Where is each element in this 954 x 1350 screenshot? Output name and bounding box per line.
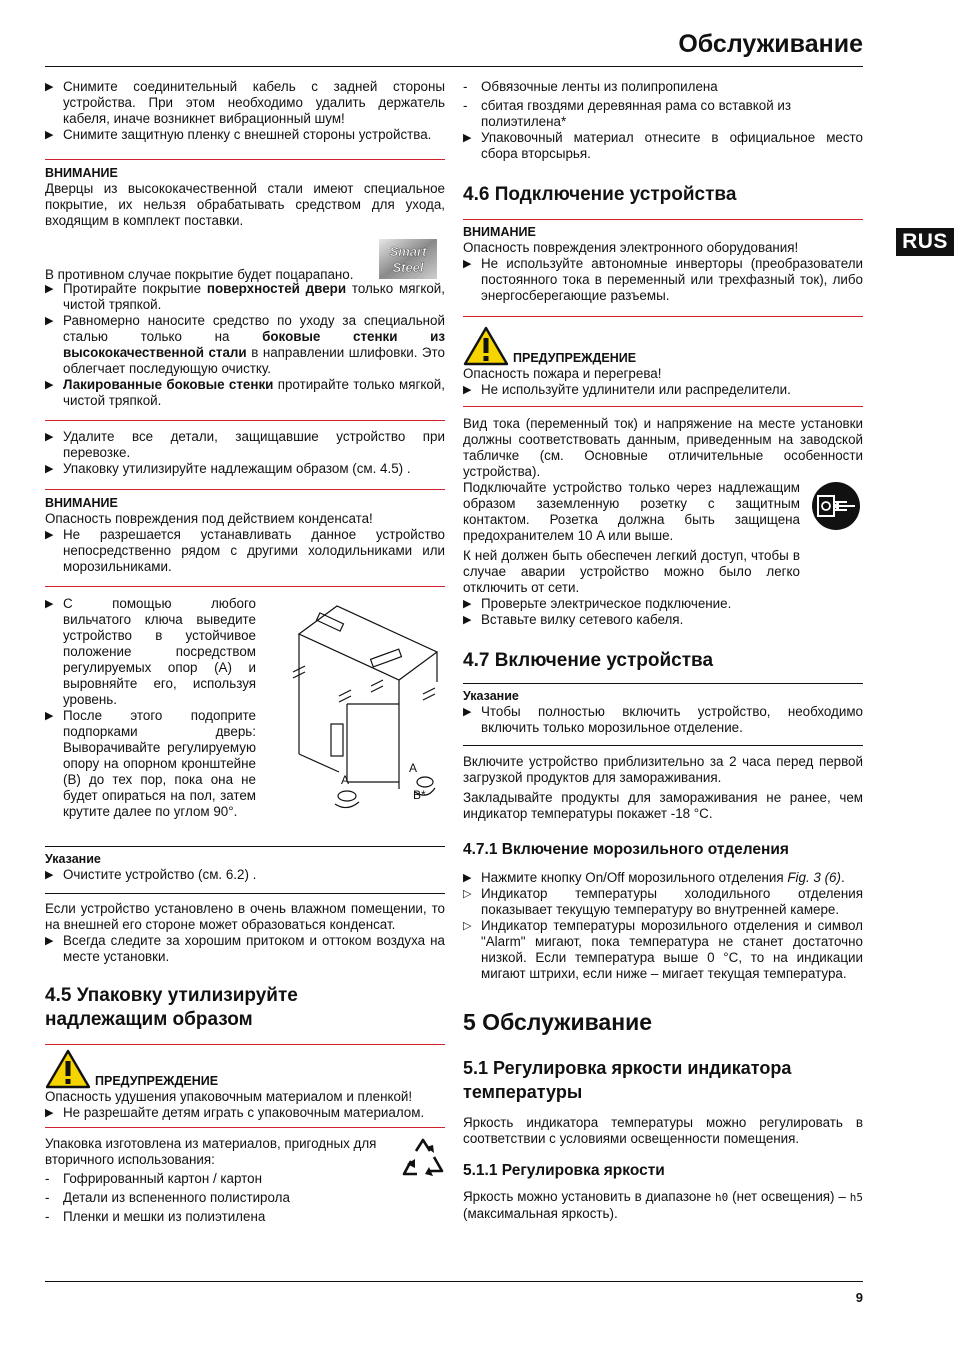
switch-text-2: Закладывайте продукты для замораживания не ранее, чем индикатор температуры покажет -18 °C. [463,790,863,821]
notice-label: ВНИМАНИЕ [45,496,118,510]
list-item: ▶ Равномерно наносите средство по уходу за специальной сталью только на боковые стенки из высококачественной стали в направлении шлифовки. Это облегчает последующую очистку. [45,313,445,376]
list-item: ▶ Не разрешайте детям играть с упаковочным материалом. [45,1105,425,1120]
bullet-arrow-icon: ▶ [45,431,54,443]
section-heading-5-1: 5.1 Регулировка яркости индикатора температуры [463,1058,792,1102]
bullet-arrow-icon: ▶ [45,1107,54,1119]
list-item: ▶ Не разрешается устанавливать данное устройство непосредственно рядом с другими холодильниками или морозильниками. [45,527,445,574]
footer-rule [45,1281,863,1282]
list-item: - Пленки и мешки из полиэтилена [45,1209,266,1224]
divider [45,893,445,894]
section-heading-5: 5 Обслуживание [463,1009,653,1035]
access-text: К ней должен быть обеспечен легкий доступ, чтобы в случае аварии устройство можно было легко отключить от сети. [463,548,800,595]
divider [45,1044,445,1045]
notice-text: Опасность повреждения под действием конденсата! [45,511,373,526]
note-label: Указание [45,852,101,866]
list-item: ▶ Удалите все детали, защищавшие устройство при перевозке. [45,429,445,460]
divider [45,1127,445,1128]
list-item: ▶ Нажмите кнопку On/Off морозильного отделения Fig. 3 (6). [463,870,845,885]
divider [463,683,863,684]
label-b: B* [413,788,426,802]
grounded-plug-icon [809,481,863,531]
bullet-arrow-icon: ▶ [45,529,54,541]
bullet-arrow-icon: ▶ [463,706,472,718]
list-item: ▶ Чтобы полностью включить устройство, необходимо включить только морозильное отделение. [463,704,863,735]
packaging-block [45,1136,445,1225]
scratch-text: В противном случае покрытие будет поцарапано. [45,267,354,282]
warning-triangle-icon [463,326,509,366]
leveling-block [45,596,445,846]
brightness-text: Яркость индикатора температуры можно регулировать в соответствии с условиями освещенности помещения. [463,1115,863,1146]
bullet-arrow-icon: ▶ [463,872,472,884]
warning-label: ПРЕДУПРЕЖДЕНИЕ [95,1074,219,1088]
list-item: ▶ С помощью любого вильчатого ключа выведите устройство в устойчивое положение посредством регулируемых опор (A) и выровняйте его, используя уровень. [45,596,256,707]
list-item: ▷ Индикатор температуры холодильного отделения показывает текущую температуру во внутренней камере. [463,886,863,917]
brightness-range-text: Яркость можно установить в диапазоне h0 (нет освещения) – h5 (максимальная яркость). [463,1189,863,1221]
warning-triangle-icon [45,1049,91,1089]
bullet-arrow-icon: ▶ [463,598,472,610]
list-item: ▶ Вставьте вилку сетевого кабеля. [463,612,684,627]
bullet-arrow-icon: ▶ [463,384,472,396]
divider [45,159,445,160]
list-item: ▷ Индикатор температуры морозильного отделения и символ "Alarm" мигают, пока температура не станет достаточно низкой. Если температура выше 0 °C, то на индикации мигают штрихи, если ниже – мигает текущая температура. [463,918,863,981]
bullet-arrow-icon: ▶ [463,132,472,144]
notice-label: ВНИМАНИЕ [45,166,118,180]
list-item: ▶ Снимите соединительный кабель с задней стороны устройства. При этом необходимо удалить держатель кабеля, иначе возникнет вибрационный шум! [45,79,445,126]
appliance-leveling-figure [287,604,445,814]
section-heading-4-5: 4.5 Упаковку утилизируйте надлежащим образом [45,985,298,1030]
list-item: ▶ Не используйте автономные инверторы (преобразователи постоянного тока в переменный или трехфазный ток), либо энергосберегающие разъемы. [463,256,863,303]
page-title: Обслуживание [678,30,863,58]
list-item: ▶ Лакированные боковые стенки протирайте только мягкой, чистой тряпкой. [45,377,445,408]
humidity-text: Если устройство установлено в очень влажном помещении, то на внешней его стороне может образоваться конденсат. [45,901,445,932]
list-item: ▶ Проверьте электрическое подключение. [463,596,732,611]
warning-label: ПРЕДУПРЕЖДЕНИЕ [513,351,637,365]
language-tab: RUS [896,228,954,256]
list-item: ▶ Очистите устройство (см. 6.2) . [45,867,257,882]
smart-steel-icon [379,239,437,279]
list-item: ▶ Упаковку утилизируйте надлежащим образом (см. 4.5) . [45,461,411,476]
list-item: - Детали из вспененного полистирола [45,1190,290,1205]
warning-text: Опасность пожара и перегрева! [463,366,662,381]
bullet-arrow-icon: ▶ [45,463,54,475]
divider [45,489,445,490]
note-label: Указание [463,689,519,703]
socket-text: Подключайте устройство только через надлежащим образом заземленную розетку с защитным контактом. Розетка должна быть защищена предохранителем 10 A или выше. [463,480,800,543]
label-a-left: A [341,773,350,787]
list-item: - Обвязочные ленты из полипропилена [463,79,718,94]
bullet-arrow-icon: ▶ [463,258,472,270]
warning-header [45,1049,445,1089]
result-arrow-icon: ▷ [463,920,472,932]
list-item: - сбитая гвоздями деревянная рама со вставкой из полиэтилена* [463,98,792,129]
list-item: - Гофрированный картон / картон [45,1171,262,1186]
bullet-arrow-icon: ▶ [45,129,54,141]
smart-steel-word2: Steel [392,260,424,275]
list-item: ▶ Всегда следите за хорошим притоком и оттоком воздуха на месте установки. [45,933,445,964]
warning-header [463,326,863,366]
bullet-arrow-icon: ▶ [45,710,54,722]
divider [463,219,863,220]
smart-steel-word1: Smart [389,244,427,259]
divider [45,586,445,587]
warning-text: Опасность удушения упаковочным материалом и пленкой! [45,1089,413,1104]
bullet-arrow-icon: ▶ [45,315,54,327]
notice-text: Опасность повреждения электронного оборудования! [463,240,799,255]
divider [463,316,863,317]
switch-text-1: Включите устройство приблизительно за 2 часа перед первой загрузкой продуктов для замораживания. [463,754,863,785]
divider [463,406,863,407]
section-heading-4-6: 4.6 Подключение устройства [463,184,737,205]
bullet-arrow-icon: ▶ [45,598,54,610]
bullet-arrow-icon: ▶ [45,869,54,881]
socket-block [463,480,863,596]
section-heading-4-7-1: 4.7.1 Включение морозильного отделения [463,841,789,858]
section-heading-5-1-1: 5.1.1 Регулировка яркости [463,1162,665,1179]
notice-text: Дверцы из высококачественной стали имеют специальное покрытие, их нельзя обрабатывать средством для ухода, входящим в комплект поставки. [45,181,445,228]
voltage-text: Вид тока (переменный ток) и напряжение на месте установки должны соответствовать данным, приведенным на заводской табличке (см. Основные отличительные особенности устройства). [463,416,863,479]
bullet-arrow-icon: ▶ [45,379,54,391]
section-heading-4-7: 4.7 Включение устройства [463,650,714,671]
page-number: 9 [855,1290,863,1305]
packaging-text: Упаковка изготовлена из материалов, пригодных для вторичного использования: [45,1136,377,1167]
left-column [45,79,445,1225]
divider [463,745,863,746]
list-item: ▶ Упаковочный материал отнесите в официальное место сбора вторсырья. [463,130,863,161]
label-a-right: A [409,761,418,775]
result-arrow-icon: ▷ [463,888,472,900]
header-rule [45,66,863,67]
bullet-arrow-icon: ▶ [45,283,54,295]
bullet-arrow-icon: ▶ [463,614,472,626]
smart-steel-block [45,229,445,281]
list-item: ▶ Протирайте покрытие поверхностей двери только мягкой, чистой тряпкой. [45,281,445,312]
list-item: ▶ Не используйте удлинители или распределители. [463,382,791,397]
divider [45,846,445,847]
notice-label: ВНИМАНИЕ [463,225,536,239]
list-item: ▶ Снимите защитную пленку с внешней стороны устройства. [45,127,432,142]
bullet-arrow-icon: ▶ [45,935,54,947]
bullet-arrow-icon: ▶ [45,81,54,93]
list-item: ▶ После этого подоприте подпорками дверь: Выворачивайте регулируемую опору на опорном кронштейне (B) до тех пор, пока она не будет опираться на пол, затем крутите далее по углом 90°. [45,708,256,819]
recycle-icon [401,1137,445,1179]
right-column [463,79,863,1222]
